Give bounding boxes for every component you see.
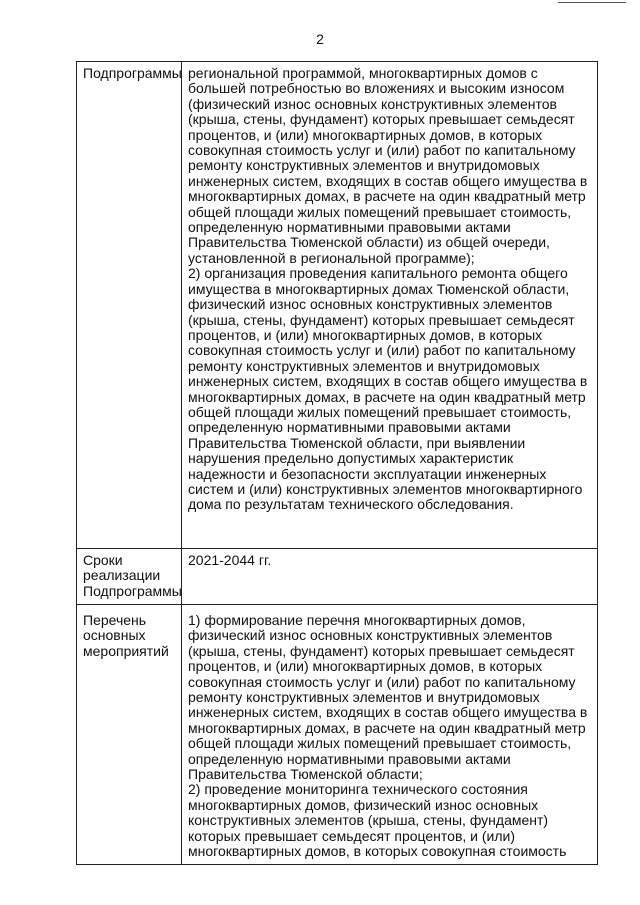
row-text-line: 2) проведение мониторинга технического состояния <box>188 781 528 798</box>
row-text-line: совокупная стоимость услуг и (или) работ по капитальному <box>188 142 576 159</box>
row-label-line: Перечень <box>83 612 147 628</box>
row-label-cell <box>77 605 182 865</box>
row-label-cell <box>77 62 182 549</box>
row-text-line: многоквартирных домов, в которых совокупная стоимость <box>188 843 567 860</box>
row-text-line: многоквартирных домах, в расчете на один квадратный метр <box>188 388 586 405</box>
row-label-line: Сроки <box>83 552 123 568</box>
page-number: 2 <box>316 31 324 47</box>
row-text-line: 2) организация проведения капитального ремонта общего <box>188 265 568 282</box>
table-row <box>77 549 598 605</box>
row-text-line: ремонту конструктивных элементов и внутридомовых <box>188 357 540 374</box>
row-label-line: основных <box>83 627 146 644</box>
row-text-line: процентов, и (или) многоквартирных домов, в которых <box>188 326 543 343</box>
row-content-cell <box>182 549 598 605</box>
row-label-cell <box>77 549 182 605</box>
table-row <box>77 62 598 549</box>
row-text-line: процентов, и (или) многоквартирных домов, в которых <box>188 126 543 143</box>
row-text-line: 2021-2044 гг. <box>188 552 272 568</box>
row-content-cell <box>182 605 598 865</box>
row-text-line: определенную нормативными правовыми актами <box>188 750 511 767</box>
row-text-line: инженерных систем, входящих в состав общего имущества в <box>188 373 588 390</box>
row-text-line: физический износ основных конструктивных элементов <box>188 627 553 644</box>
row-text-line: определенную нормативными правовыми актами <box>188 219 511 236</box>
top-edge-line <box>558 2 626 3</box>
row-text-line: многоквартирных домах, в расчете на один квадратный метр <box>188 188 586 205</box>
row-text-line: установленной в региональной программе); <box>188 249 475 266</box>
row-text-line: инженерных систем, входящих в состав общего имущества в <box>188 172 588 189</box>
row-label-line: Подпрограммы <box>83 582 182 599</box>
row-label-line: мероприятий <box>83 642 169 659</box>
row-text-line: многоквартирных домов, физический износ основных <box>188 796 539 813</box>
row-text-line: инженерных систем, входящих в состав общего имущества в <box>188 704 588 721</box>
row-text-line: конструктивных элементов (крыша, стены, фундамент) <box>188 812 549 829</box>
row-text-line: ремонту конструктивных элементов и внутридомовых <box>188 157 540 174</box>
row-text-line: Правительства Тюменской области; <box>188 766 423 783</box>
row-text-line: (крыша, стены, фундамент) которых превышает семьдесят <box>188 111 575 128</box>
row-text-line: ремонту конструктивных элементов и внутридомовых <box>188 689 540 706</box>
row-text-line: общей площади жилых помещений превышает стоимость, <box>188 735 572 752</box>
row-text-line: (физический износ основных конструктивных элементов <box>188 95 557 112</box>
row-text-line: (крыша, стены, фундамент) которых превышает семьдесят <box>188 642 575 659</box>
table-row <box>77 605 598 865</box>
row-text-line: которых превышает семьдесят процентов, и (или) <box>188 827 516 844</box>
row-text-line: (крыша, стены, фундамент) которых превышает семьдесят <box>188 311 575 328</box>
row-text-line: физический износ основных конструктивных элементов <box>188 296 553 313</box>
program-passport-table <box>76 61 598 865</box>
row-text-line: надежности и безопасности эксплуатации инженерных <box>188 465 547 482</box>
row-text-line: многоквартирных домах, в расчете на один квадратный метр <box>188 719 586 736</box>
row-text-line: дома по результатам технического обследования. <box>188 496 514 513</box>
row-text-line: определенную нормативными правовыми актами <box>188 419 511 436</box>
row-text-line: совокупная стоимость услуг и (или) работ по капитальному <box>188 673 576 690</box>
row-text-line: Правительства Тюменской области) из общей очереди, <box>188 234 550 251</box>
row-content-cell <box>182 62 598 549</box>
row-text-line: 1) формирование перечня многоквартирных домов, <box>188 612 526 628</box>
row-text-line: региональной программой, многоквартирных домов с <box>188 65 538 81</box>
row-text-line: большей потребностью во вложениях и высоким износом <box>188 80 565 97</box>
row-text-line: совокупная стоимость услуг и (или) работ по капитальному <box>188 342 576 359</box>
row-label-line: реализации <box>83 567 161 584</box>
row-text-line: нарушения предельно допустимых характеристик <box>188 450 514 467</box>
row-text-line: общей площади жилых помещений превышает стоимость, <box>188 403 572 420</box>
row-text-line: общей площади жилых помещений превышает стоимость, <box>188 203 572 220</box>
row-text-line: Правительства Тюменской области, при выявлении <box>188 434 526 451</box>
row-text-line: имущества в многоквартирных домах Тюменской области, <box>188 280 570 297</box>
row-label-line: Подпрограммы <box>83 65 182 81</box>
row-text-line: систем и (или) конструктивных элементов многоквартирного <box>188 480 583 497</box>
row-text-line: процентов, и (или) многоквартирных домов, в которых <box>188 658 543 675</box>
